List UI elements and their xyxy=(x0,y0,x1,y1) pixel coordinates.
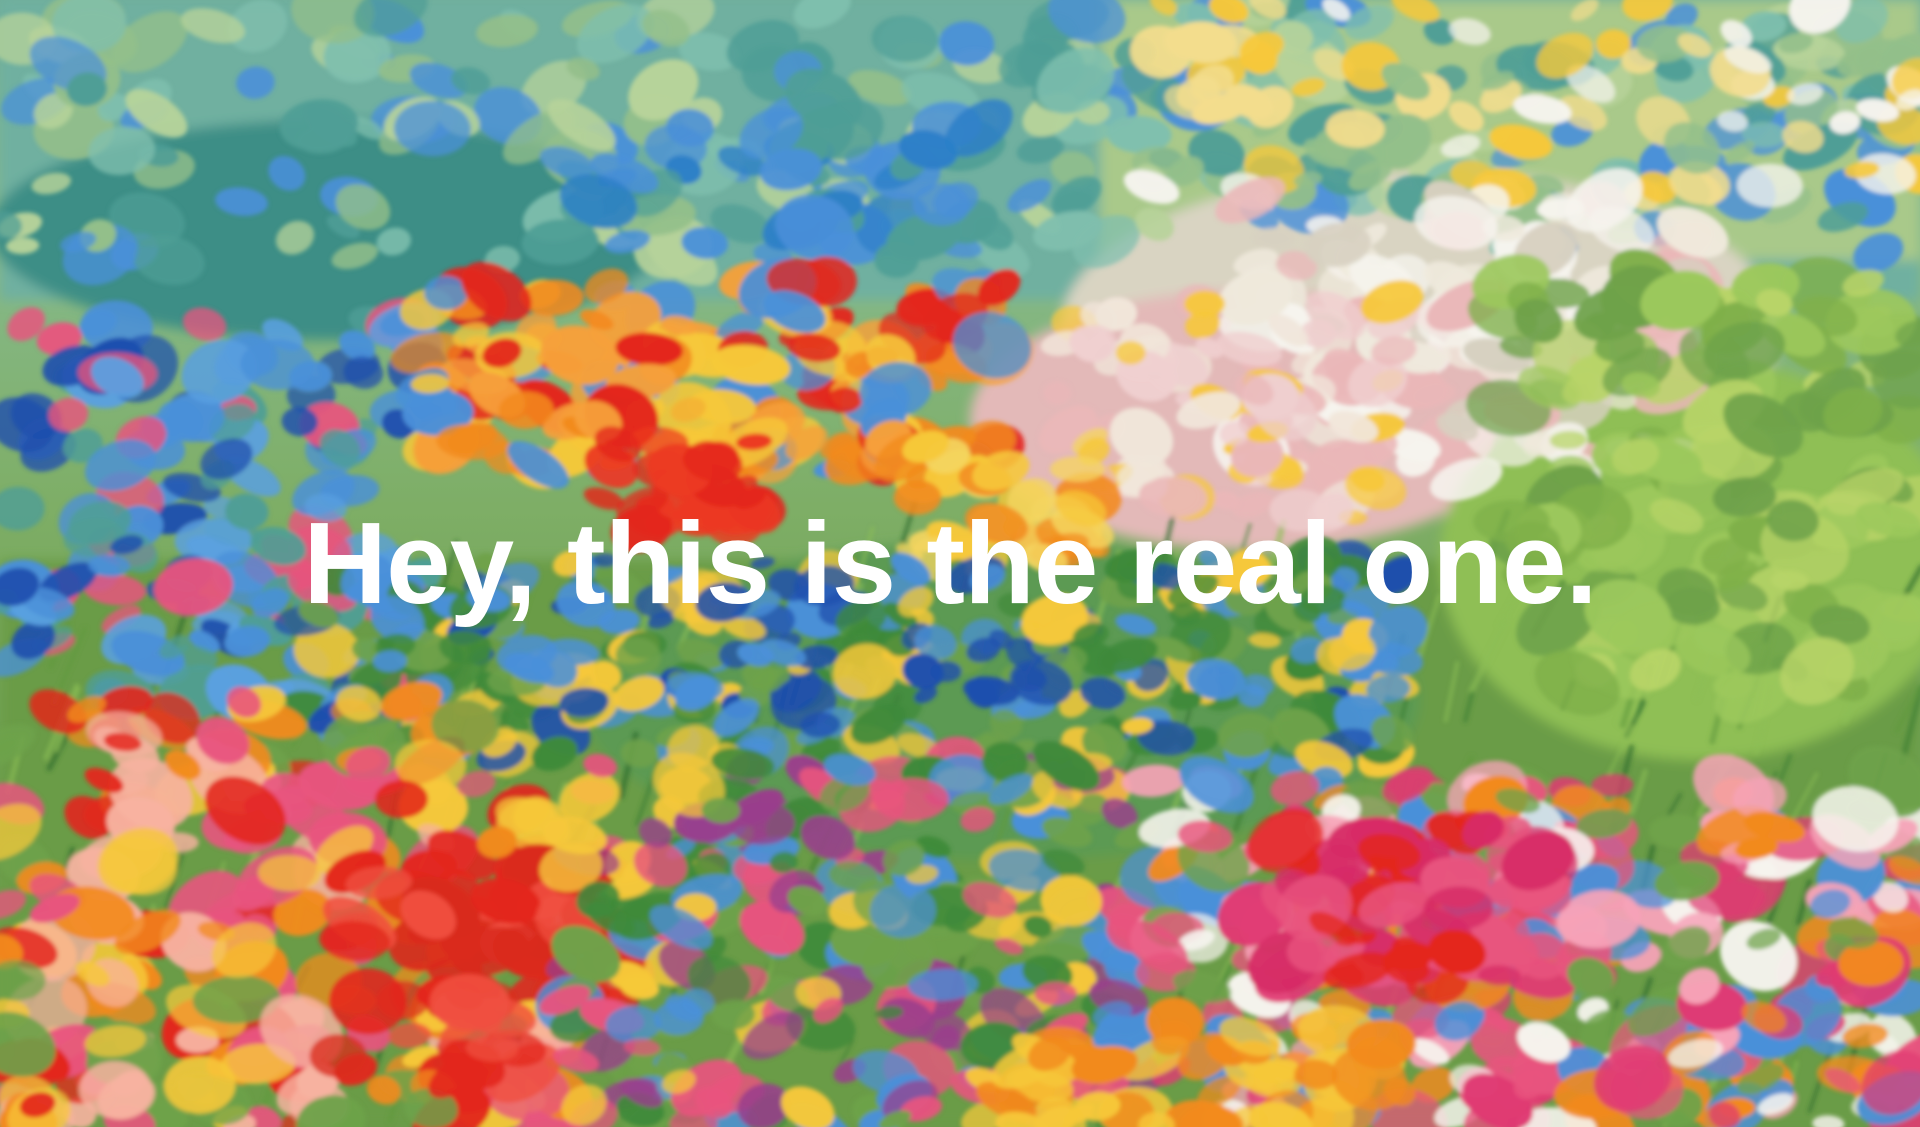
headline-text: Hey, this is the real one. xyxy=(303,498,1597,628)
brush-stroke xyxy=(1116,341,1146,365)
brush-stroke xyxy=(1287,931,1340,972)
brush-stroke xyxy=(1050,456,1105,481)
